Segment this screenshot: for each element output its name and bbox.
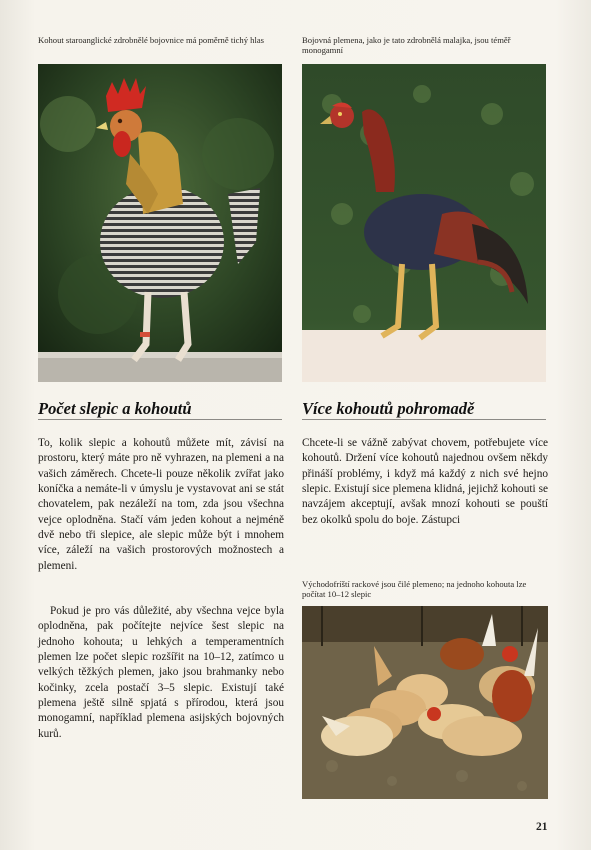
heading-rule-right [302,419,546,420]
body-paragraph: Pokud je pro vás důležité, aby všechna vejce byla oplodněna, pak počítejte nejvíce šest slepic na jednoho kohouta; u lehkých a temperamentních plemen lze počet slepic rozšířit na 10–12, zatímco u velkých těžkých plemen, jako jsou brahmanky nebo kočinky, zcela postačí 3–5 slepic. Existují také plemena ještě silně spjatá s přírodou, která jsou monogamní, například plemena asijských bojovných kurů. [38,605,284,740]
page-number: 21 [536,821,548,833]
photo-east-frisian-gulls [302,606,548,799]
heading-rule-left [38,419,282,420]
photo-malay-bantam [302,64,546,382]
caption-racks-photo: Východofríští rackové jsou čilé plemeno; na jednoho kohouta lze počítat 10–12 slepic [302,579,527,599]
caption-rooster-photo: Kohout staroanglické zdrobnělé bojovnice má poměrně tichý hlas [38,35,264,45]
caption-malay-photo: Bojovná plemena, jako je tato zdrobnělá malajka, jsou téměř monogamní [302,35,511,55]
body-paragraph: Chcete-li se vážně zabývat chovem, potřebujete více kohoutů. Držení více kohoutů najednou ovšem někdy přináší problémy, i když má každý z nich své hejno slepic. Existují sice plemena klidná, jejichž kohouti se navzájem akceptují, avšak mnozí kohouti se pouští bez okolků spolu do boje. Zástupci [302,437,548,526]
photo-barred-rooster [38,64,282,382]
heading-hens-and-roosters: Počet slepic a kohoutů [38,399,192,418]
body-paragraph: To, kolik slepic a kohoutů můžete mít, závisí na prostoru, který máte pro ně vyhrazen, na plemeni a na vašich záměrech. Chcete-li pouze několik zvířat jako koníčka a nemáte-li v úmyslu je vystavovat ani se stát chovatelem, pak nezáleží na tom, zda jsou všechna vejce oplodněna. Stačí vám jeden kohout a nejméně dvě nebo tři slepice, ale slepic může být i mnohem více, záleží na vašich prostorových možnostech a plemeni. [38,437,284,572]
heading-multiple-roosters: Více kohoutů pohromadě [302,399,475,418]
